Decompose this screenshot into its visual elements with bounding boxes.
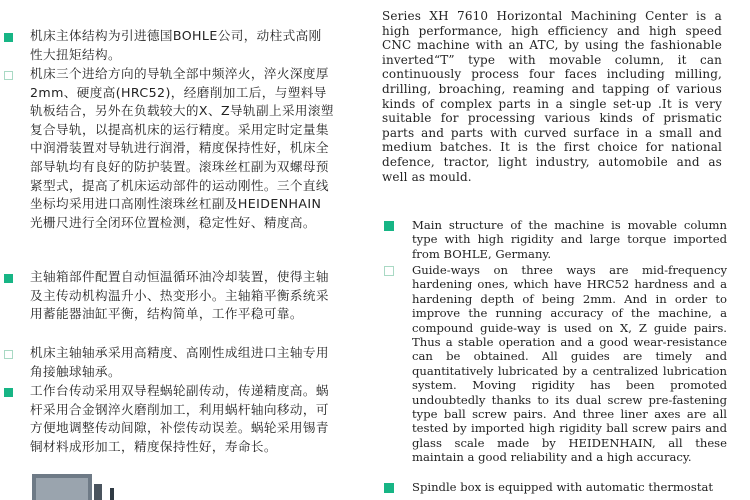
list-item-text: 机床主轴轴承采用高精度、高刚性成组进口主轴专用角接触球轴承。 — [30, 345, 329, 379]
filled-square-bullet-icon — [384, 221, 394, 231]
intro-paragraph: Series XH 7610 Horizontal Machining Center is a high performance, high efficiency and high speed CNC machine with an ATC, by using the fashionable inverted“T” type with movable column, it can continuously process four faces including milling, drilling, broaching, reaming and tapping of various kinds of complex parts in a single set-up .It is very suitable for processing various kinds of prismatic parts and parts with curved surface in a small and medium batches. It is the first choice for national defence, tractor, light industry, automobile and as well as mould. — [382, 9, 722, 184]
filled-square-bullet-icon — [4, 388, 13, 397]
filled-square-bullet-icon — [384, 483, 394, 493]
outline-square-bullet-icon — [4, 71, 13, 80]
list-item-text: Spindle box is equipped with automatic thermostat — [412, 480, 714, 494]
list-item-text: Main structure of the machine is movable column type with high rigidity and large torque imported from BOHLE, Germany. — [412, 218, 727, 261]
filled-square-bullet-icon — [4, 33, 13, 42]
machine-photo-icon — [30, 470, 130, 500]
list-item-text: 机床主体结构为引进德国BOHLE公司，动柱式高刚性大扭矩结构。 — [30, 28, 322, 62]
chinese-column — [0, 0, 340, 500]
list-item-text: 工作台传动采用双导程蜗轮副传动，传递精度高。蜗杆采用合金钢淬火磨削加工，利用蜗杆轴向移动，可方便地调整传动间隙，补偿传动误差。蜗轮采用锡青铜材料成形加工，精度保持性好，寿命长。 — [30, 383, 329, 454]
filled-square-bullet-icon — [4, 274, 13, 283]
list-item-text: Guide-ways on three ways are mid-frequency hardening ones, which have HRC52 hardness and a hardening depth of being 2mm. And in order to improve the running accuracy of the machine, a compound guide-way is used on X, Z guide pairs. Thus a stable operation and a good wear-resistance can be obtained. All guides are timely and quantitatively lubricated by a centralized lubrication system. Moving rigidity has been promoted undoubtedly thanks to its dual screw pre-fastening type ball screw pairs. And three liner axes are all tested by imported high rigidity ball screw pairs and glass scale made by HEIDENHAIN, all these maintain a good reliability and a high accuracy. — [412, 263, 727, 465]
list-item-text: 机床三个进给方向的导轨全部中频淬火，淬火深度厚2mm、硬度高(HRC52)，经磨削加工后，与塑料导轨板结合，另外在负载较大的X、Z导轨副上采用滚塑复合导轨，以提高机床的运行精度。采用定时定量集中润滑装置对导轨进行润滑，精度保持性好，机床全部导轨均有良好的防护装置。滚珠丝杠副为双螺母预紧型式，提高了机床运动部件的运动刚性。三个直线坐标均采用进口高刚性滚珠丝杠副及HEIDENHAIN光栅尺进行全闭环位置检测，稳定性好、精度高。 — [30, 66, 334, 230]
outline-square-bullet-icon — [4, 350, 13, 359]
english-column — [382, 0, 727, 500]
list-item-text: 主轴箱部件配置自动恒温循环油冷却装置，使得主轴及主传动机构温升小、热变形小。主轴箱平衡系统采用蓄能器油缸平衡，结构简单，工作平稳可靠。 — [30, 269, 329, 322]
outline-square-bullet-icon — [384, 266, 394, 276]
